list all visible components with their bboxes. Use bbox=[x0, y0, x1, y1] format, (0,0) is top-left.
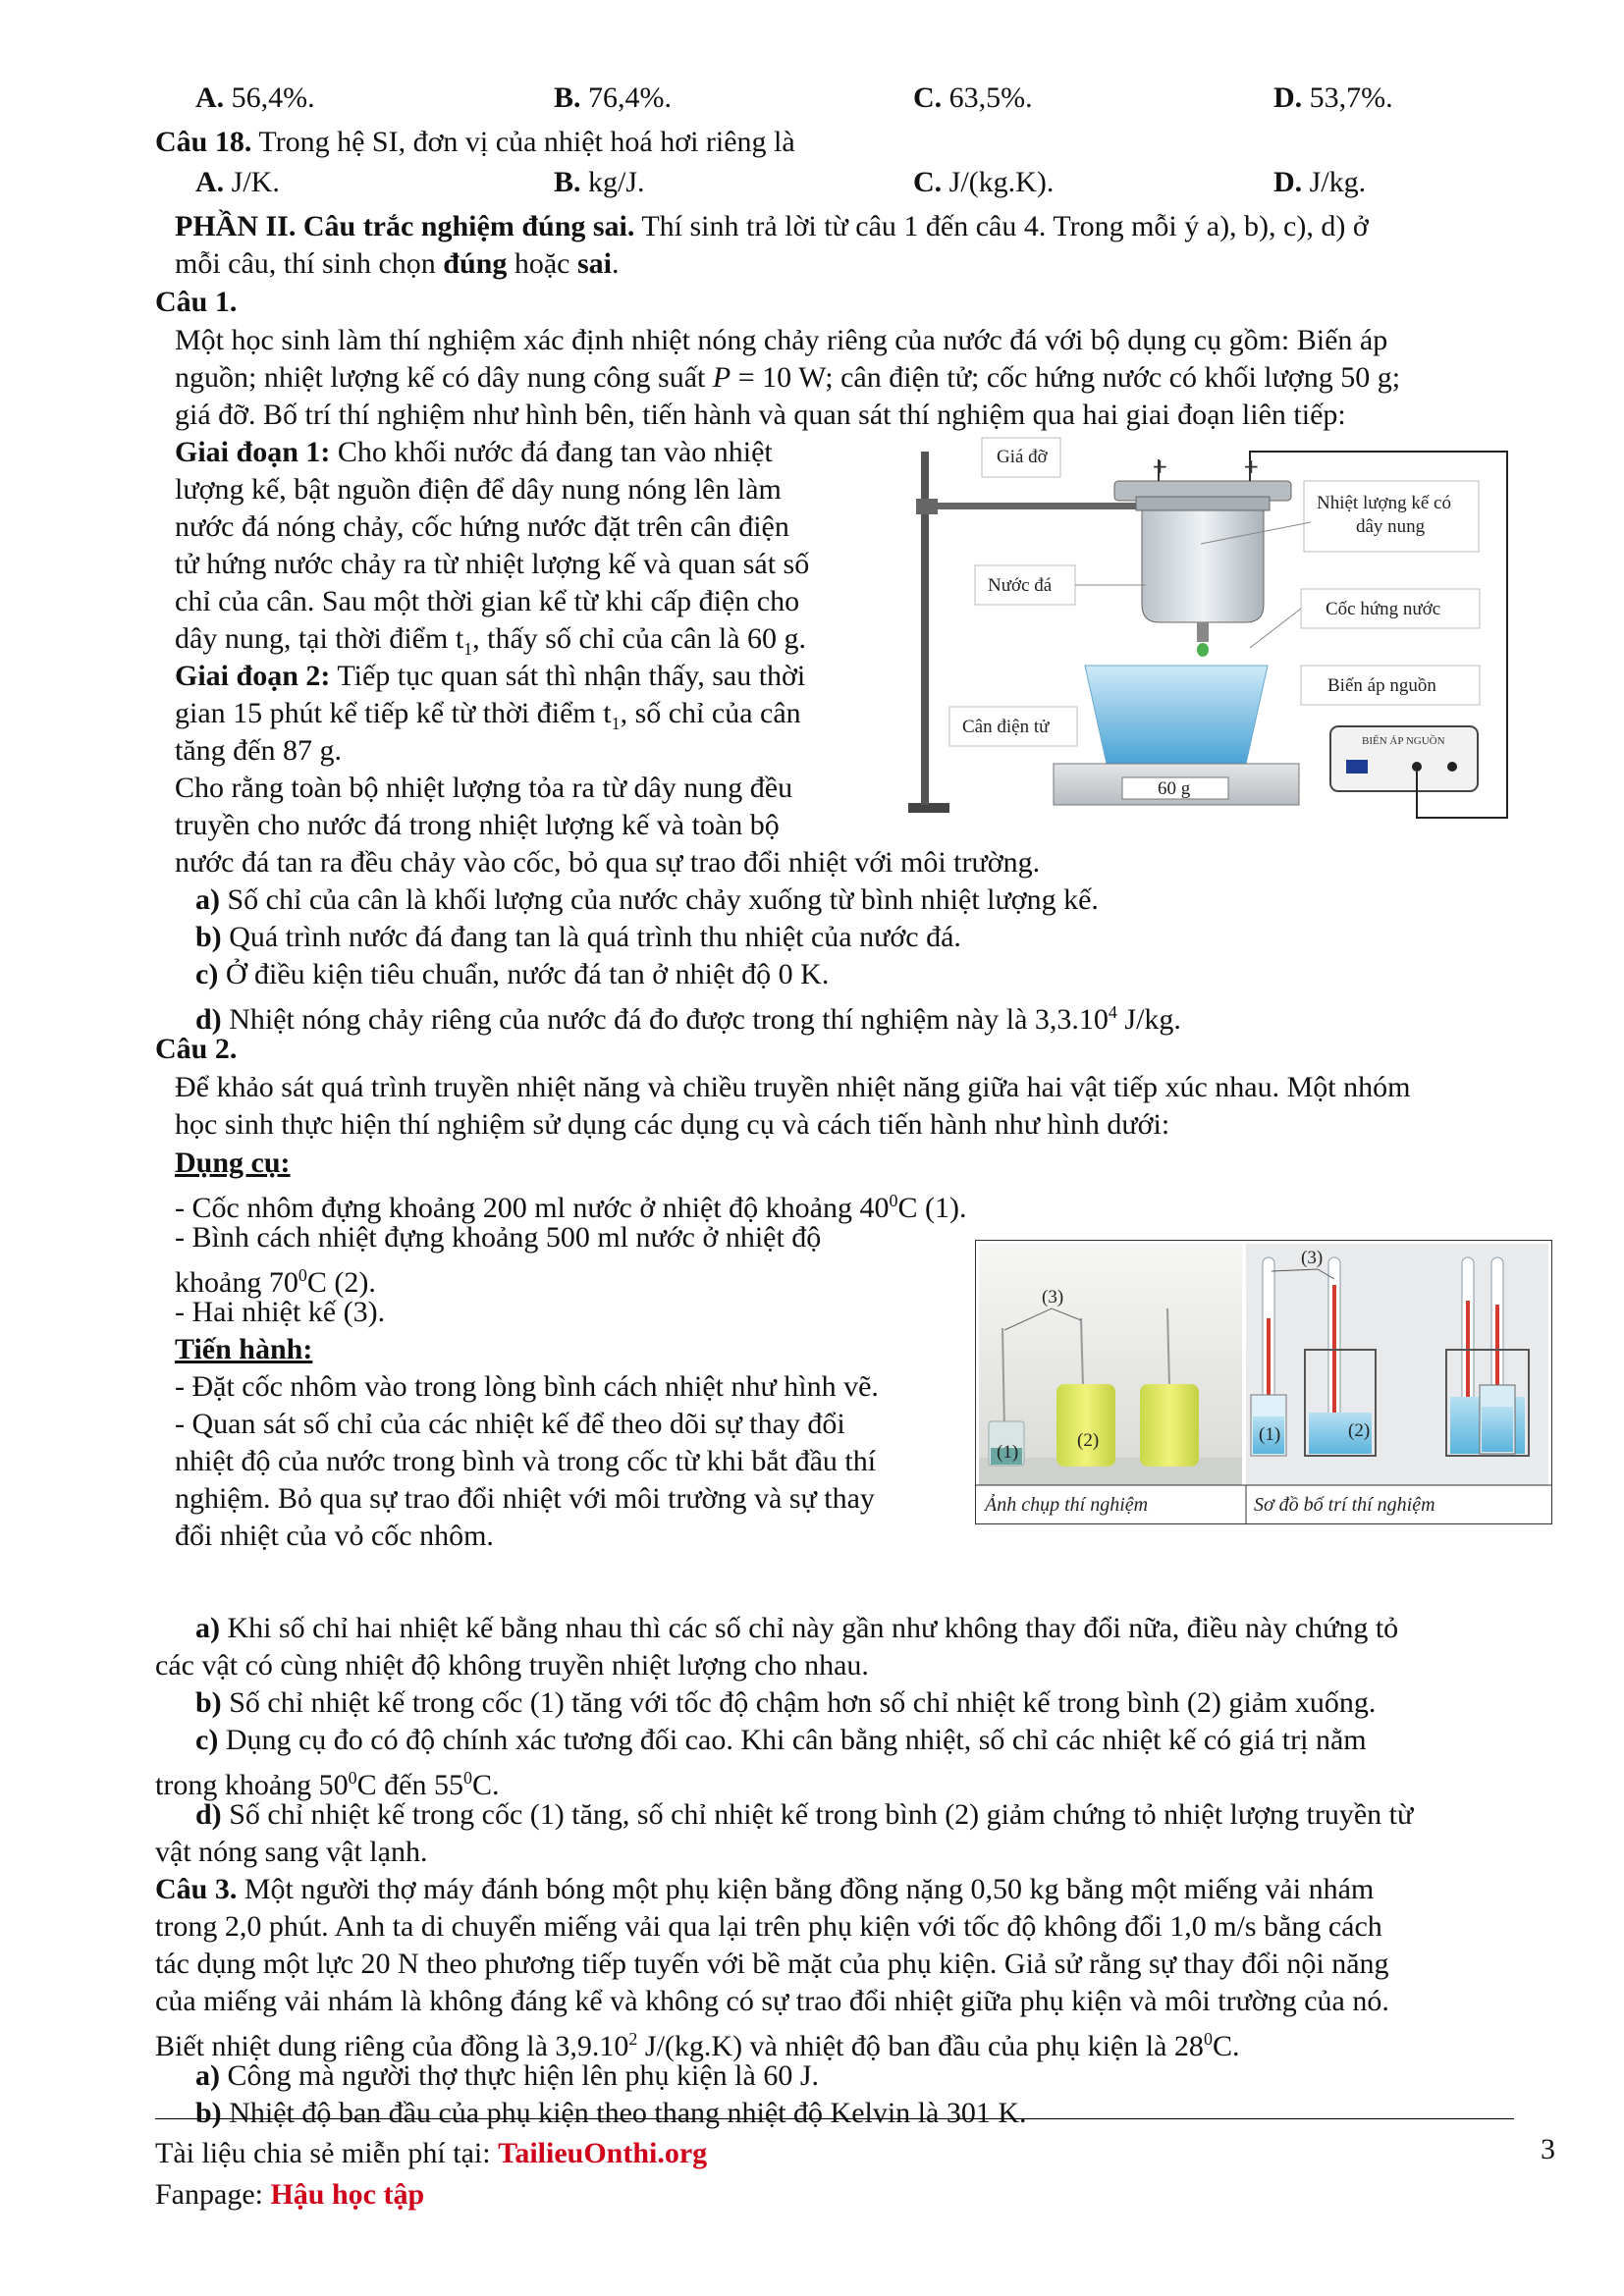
c1-stage1-l2: lượng kế, bật nguồn điện để dây nung nóng lên làm bbox=[175, 473, 782, 506]
scale-display: 60 g bbox=[1158, 778, 1191, 799]
c2-intro-1: Để khảo sát quá trình truyền nhiệt năng và chiều truyền nhiệt năng giữa hai vật tiếp xúc nhau. Một nhóm bbox=[175, 1071, 1411, 1103]
diagram-label-2: (2) bbox=[1348, 1420, 1371, 1441]
label-nhiet-luong-ke-2: dây nung bbox=[1356, 516, 1426, 537]
c2-statement-b: b) Số chỉ nhiệt kế trong cốc (1) tăng với tốc độ chậm hơn số chỉ nhiệt kế trong bình (2) giảm xuống. bbox=[195, 1686, 1377, 1719]
footer-share: Tài liệu chia sẻ miễn phí tại: TailieuOnthi.org bbox=[155, 2137, 708, 2169]
water-drop bbox=[1197, 643, 1209, 657]
label-can-dien-tu: Cân điện tử bbox=[962, 717, 1050, 737]
q17-option-d: D. 53,7%. bbox=[1273, 81, 1393, 114]
c1-statement-a: a) Số chỉ của cân là khối lượng của nước chảy xuống từ bình nhiệt lượng kế. bbox=[195, 883, 1099, 916]
q18-option-a: A. J/K. bbox=[195, 166, 280, 198]
c1-stage2-l1: Giai đoạn 2: Tiếp tục quan sát thì nhận thấy, sau thời bbox=[175, 660, 806, 692]
c2-th2-l3: nghiệm. Bỏ qua sự trao đổi nhiệt với môi trường và sự thay bbox=[175, 1482, 875, 1515]
stand-arm bbox=[936, 503, 1157, 509]
water-cup bbox=[1085, 666, 1268, 764]
c2-dc2-l2: khoảng $70^0C$ (2). bbox=[175, 1265, 376, 1299]
c1-note-l3: nước đá tan ra đều chảy vào cốc, bỏ qua sự trao đổi nhiệt với môi trường. bbox=[175, 846, 1041, 879]
c1-stage2-l3: tăng đến 87 g. bbox=[175, 734, 342, 767]
c2-statement-c-l2: trong khoảng $50^0C$ đến $55^0C$. bbox=[155, 1768, 500, 1801]
c1-note-l2: truyền cho nước đá trong nhiệt lượng kế và toàn bộ bbox=[175, 809, 780, 841]
photo-insulated-jar-2 bbox=[1140, 1384, 1199, 1467]
footer-rule bbox=[155, 2118, 1514, 2119]
c1-stage1-l4: tử hứng nước chảy ra từ nhiệt lượng kế và quan sát số bbox=[175, 548, 810, 580]
c2-dung-cu: Dụng cụ: bbox=[175, 1147, 291, 1179]
c2-statement-d-l2: vật nóng sang vật lạnh. bbox=[155, 1836, 428, 1868]
q18-option-d: D. J/kg. bbox=[1273, 166, 1367, 198]
c3-statement-a: a) Công mà người thợ thực hiện lên phụ kiện là 60 J. bbox=[195, 2059, 820, 2092]
c1-stage1-l3: nước đá nóng chảy, cốc hứng nước đặt trên cân điện bbox=[175, 510, 789, 543]
c2-th1: - Đặt cốc nhôm vào trong lòng bình cách nhiệt như hình vẽ. bbox=[175, 1370, 879, 1403]
c3-stem-l3: tác dụng một lực 20 N theo phương tiếp tuyến với bề mặt của phụ kiện. Giả sử rằng sự thay đổi nội năng bbox=[155, 1948, 1389, 1980]
c1-stage1-l1: Giai đoạn 1: Cho khối nước đá đang tan vào nhiệt bbox=[175, 436, 773, 468]
caption-photo: Ảnh chụp thí nghiệm bbox=[985, 1494, 1149, 1516]
q18-stem: Câu 18. Trong hệ SI, đơn vị của nhiệt hoá hơi riêng là bbox=[155, 126, 795, 158]
c1-stage2-l2: gian 15 phút kể tiếp kể từ thời điểm $t_1$, số chỉ của cân bbox=[175, 697, 801, 733]
q17-option-c: C. 63,5%. bbox=[913, 81, 1033, 114]
transformer-label: BIẾN ÁP NGUỒN bbox=[1362, 735, 1445, 747]
c1-intro-1: Một học sinh làm thí nghiệm xác định nhiệt nóng chảy riêng của nước đá với bộ dụng cụ gồm: Biến áp bbox=[175, 324, 1388, 356]
q18-option-c: C. J/(kg.K). bbox=[913, 166, 1055, 198]
photo-label-1: (1) bbox=[997, 1442, 1019, 1463]
c2-intro-2: học sinh thực hiện thí nghiệm sử dụng các dụng cụ và cách tiến hành như hình dưới: bbox=[175, 1108, 1170, 1141]
c1-note-l1: Cho rằng toàn bộ nhiệt lượng tỏa ra từ dây nung đều bbox=[175, 772, 793, 804]
c2-dc3: - Hai nhiệt kế (3). bbox=[175, 1296, 386, 1328]
photo-insulated-jar-1 bbox=[1056, 1384, 1115, 1467]
c1-statement-c: c) Ở điều kiện tiêu chuẩn, nước đá tan ở nhiệt độ 0 K. bbox=[195, 958, 830, 990]
label-nuoc-da: Nước đá bbox=[988, 575, 1053, 596]
footer-fanpage: Fanpage: Hậu học tập bbox=[155, 2178, 425, 2211]
c1-intro-2: nguồn; nhiệt lượng kế có dây nung công suất P = 10 W; cân điện tử; cốc hứng nước có khối lượng 50 g; bbox=[175, 361, 1401, 394]
label-nhiet-luong-ke-1: Nhiệt lượng kế có bbox=[1317, 493, 1451, 513]
c2-statement-a-l2: các vật có cùng nhiệt độ không truyền nhiệt lượng cho nhau. bbox=[155, 1649, 869, 1682]
c1-statement-d: d) Nhiệt nóng chảy riêng của nước đá đo được trong thí nghiệm này là 3,3.10$^4$ J/kg. bbox=[195, 1002, 1181, 1036]
q18-option-b: B. kg/J. bbox=[554, 166, 645, 198]
c1-label: Câu 1. bbox=[155, 286, 238, 318]
label-gia-do: Giá đỡ bbox=[997, 447, 1048, 467]
c2-label: Câu 2. bbox=[155, 1033, 238, 1065]
caption-diagram: Sơ đồ bố trí thí nghiệm bbox=[1254, 1494, 1435, 1516]
c1-stage1-l6: dây nung, tại thời điểm $t_1$, thấy số chỉ của cân là 60 g. bbox=[175, 622, 807, 659]
c1-intro-3: giá đỡ. Bố trí thí nghiệm như hình bên, tiến hành và quan sát thí nghiệm qua hai giai đoạn liên tiếp: bbox=[175, 399, 1346, 431]
c3-stem-l5: Biết nhiệt dung riêng của đồng là 3,9.10$^2$ J/(kg.K) và nhiệt độ ban đầu của phụ kiện là $28^0C$. bbox=[155, 2029, 1240, 2062]
c2-th2-l1: - Quan sát số chỉ của các nhiệt kế để theo dõi sự thay đổi bbox=[175, 1408, 845, 1440]
svg-text:+: + bbox=[1243, 454, 1260, 478]
c2-statement-c-l1: c) Dụng cụ đo có độ chính xác tương đối cao. Khi cân bằng nhiệt, số chỉ các nhiệt kế có giá trị nằm bbox=[195, 1724, 1367, 1756]
c3-stem-l2: trong 2,0 phút. Anh ta di chuyển miếng vải qua lại trên phụ kiện với tốc độ không đổi 1,0 m/s bằng cách bbox=[155, 1910, 1382, 1943]
c3-statement-b: b) Nhiệt độ ban đầu của phụ kiện theo thang nhiệt độ Kelvin là 301 K. bbox=[195, 2097, 1027, 2129]
photo-label-2: (2) bbox=[1077, 1430, 1100, 1451]
label-coc-hung-nuoc: Cốc hứng nước bbox=[1326, 599, 1441, 619]
diagram-label-3: (3) bbox=[1301, 1248, 1324, 1268]
c1-apparatus-figure bbox=[889, 430, 1517, 832]
svg-text:+: + bbox=[1152, 454, 1168, 478]
c2-th2-l2: nhiệt độ của nước trong bình và trong cốc từ khi bắt đầu thí bbox=[175, 1445, 877, 1477]
calorimeter-body bbox=[1142, 510, 1264, 622]
q17-option-a: A. 56,4%. bbox=[195, 81, 315, 114]
c1-stage1-l5: chỉ của cân. Sau một thời gian kể từ khi cấp điện cho bbox=[175, 585, 800, 617]
diagram-label-1: (1) bbox=[1259, 1424, 1281, 1445]
q17-option-b: B. 76,4%. bbox=[554, 81, 673, 114]
label-bien-ap-nguon: Biến áp nguồn bbox=[1327, 675, 1436, 696]
c2-dc2-l1: - Bình cách nhiệt đựng khoảng 500 ml nước ở nhiệt độ bbox=[175, 1221, 822, 1254]
c2-tien-hanh: Tiến hành: bbox=[175, 1333, 313, 1365]
c2-experiment-figure bbox=[975, 1240, 1552, 1524]
photo-label-3: (3) bbox=[1042, 1287, 1064, 1308]
part2-heading: PHẦN II. Câu trắc nghiệm đúng sai. Thí sinh trả lời từ câu 1 đến câu 4. Trong mỗi ý a), b), c), d) ở bbox=[175, 210, 1369, 242]
page-number: 3 bbox=[1541, 2133, 1555, 2165]
footer-fanpage-link[interactable]: Hậu học tập bbox=[270, 2178, 425, 2211]
c2-th2-l4: đổi nhiệt của vỏ cốc nhôm. bbox=[175, 1520, 494, 1552]
stand-clamp bbox=[916, 499, 938, 514]
c3-stem-l1: Câu 3. Một người thợ máy đánh bóng một phụ kiện bằng đồng nặng 0,50 kg bằng một miếng vải nhám bbox=[155, 1873, 1375, 1905]
c2-dc1: - Cốc nhôm đựng khoảng 200 ml nước ở nhiệt độ khoảng $40^0C$ (1). bbox=[175, 1191, 967, 1224]
c1-statement-b: b) Quá trình nước đá đang tan là quá trình thu nhiệt của nước đá. bbox=[195, 921, 961, 953]
c2-statement-d-l1: d) Số chỉ nhiệt kế trong cốc (1) tăng, số chỉ nhiệt kế trong bình (2) giảm chứng tỏ nhiệt lượng truyền từ bbox=[195, 1798, 1414, 1831]
c3-stem-l4: của miếng vải nhám là không đáng kể và không có sự trao đổi nhiệt giữa phụ kiện và môi trường của nó. bbox=[155, 1985, 1389, 2017]
footer-site-link[interactable]: TailieuOnthi.org bbox=[498, 2137, 708, 2169]
c2-statement-a-l1: a) Khi số chỉ hai nhiệt kế bằng nhau thì các số chỉ này gần như không thay đổi nữa, điều này chứng tỏ bbox=[195, 1612, 1399, 1644]
part2-instruction: mỗi câu, thí sinh chọn đúng hoặc sai. bbox=[175, 247, 620, 280]
